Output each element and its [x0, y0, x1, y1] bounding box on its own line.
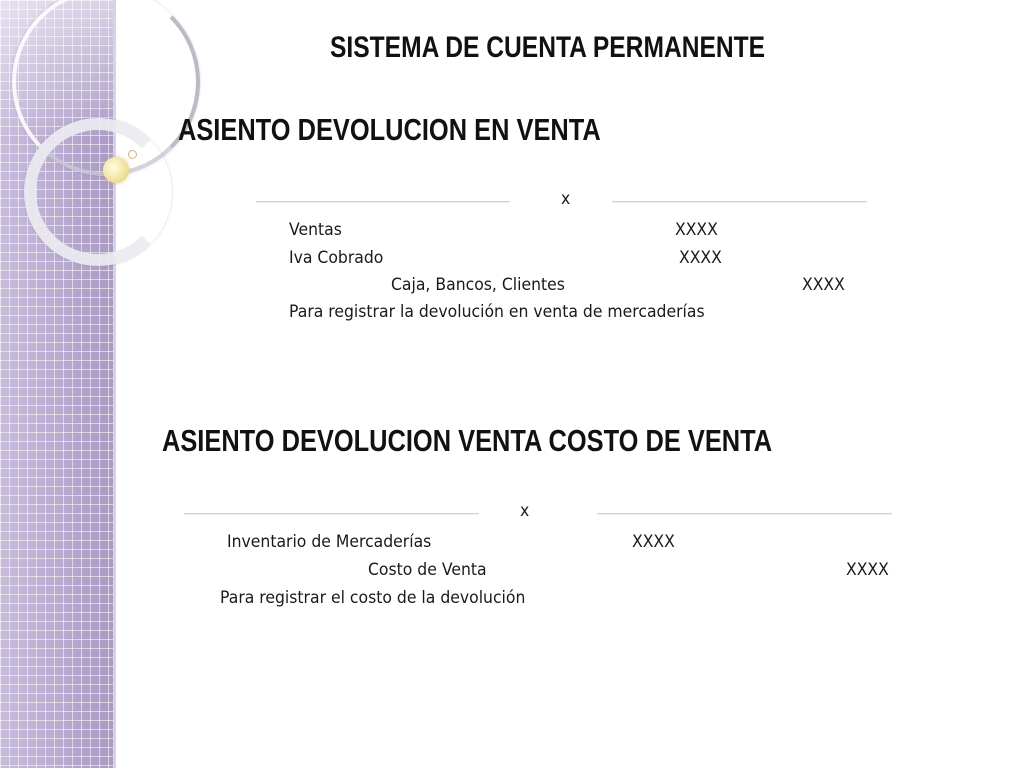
debit-amount-ventas: XXXX [675, 220, 718, 240]
section-heading-costo-venta: ASIENTO DEVOLUCION VENTA COSTO DE VENTA [162, 423, 773, 458]
journal-marker: x [561, 189, 571, 209]
debit-account-inventario: Inventario de Mercaderías [227, 532, 432, 552]
debit-amount-iva: XXXX [679, 248, 722, 268]
credit-account-costo: Costo de Venta [368, 560, 487, 580]
credit-account-caja: Caja, Bancos, Clientes [391, 275, 565, 295]
entry-description: Para registrar el costo de la devolución [220, 588, 526, 608]
section-heading-devolucion-venta: ASIENTO DEVOLUCION EN VENTA [178, 112, 601, 147]
journal-rule-left [256, 201, 510, 202]
decorative-ring-small [24, 118, 172, 266]
debit-account-ventas: Ventas [289, 220, 342, 240]
journal-rule-right [597, 513, 892, 514]
journal-rule-right [612, 201, 867, 202]
journal-rule-left [184, 513, 479, 514]
entry-description: Para registrar la devolución en venta de mercaderías [289, 302, 705, 322]
slide-title: SISTEMA DE CUENTA PERMANENTE [330, 31, 766, 64]
credit-amount-costo: XXXX [846, 560, 889, 580]
journal-marker: x [520, 501, 530, 521]
debit-amount-inventario: XXXX [632, 532, 675, 552]
decorative-bead-small [128, 150, 137, 159]
decorative-bead [103, 157, 129, 183]
credit-amount-caja: XXXX [802, 275, 845, 295]
debit-account-iva: Iva Cobrado [289, 248, 384, 268]
